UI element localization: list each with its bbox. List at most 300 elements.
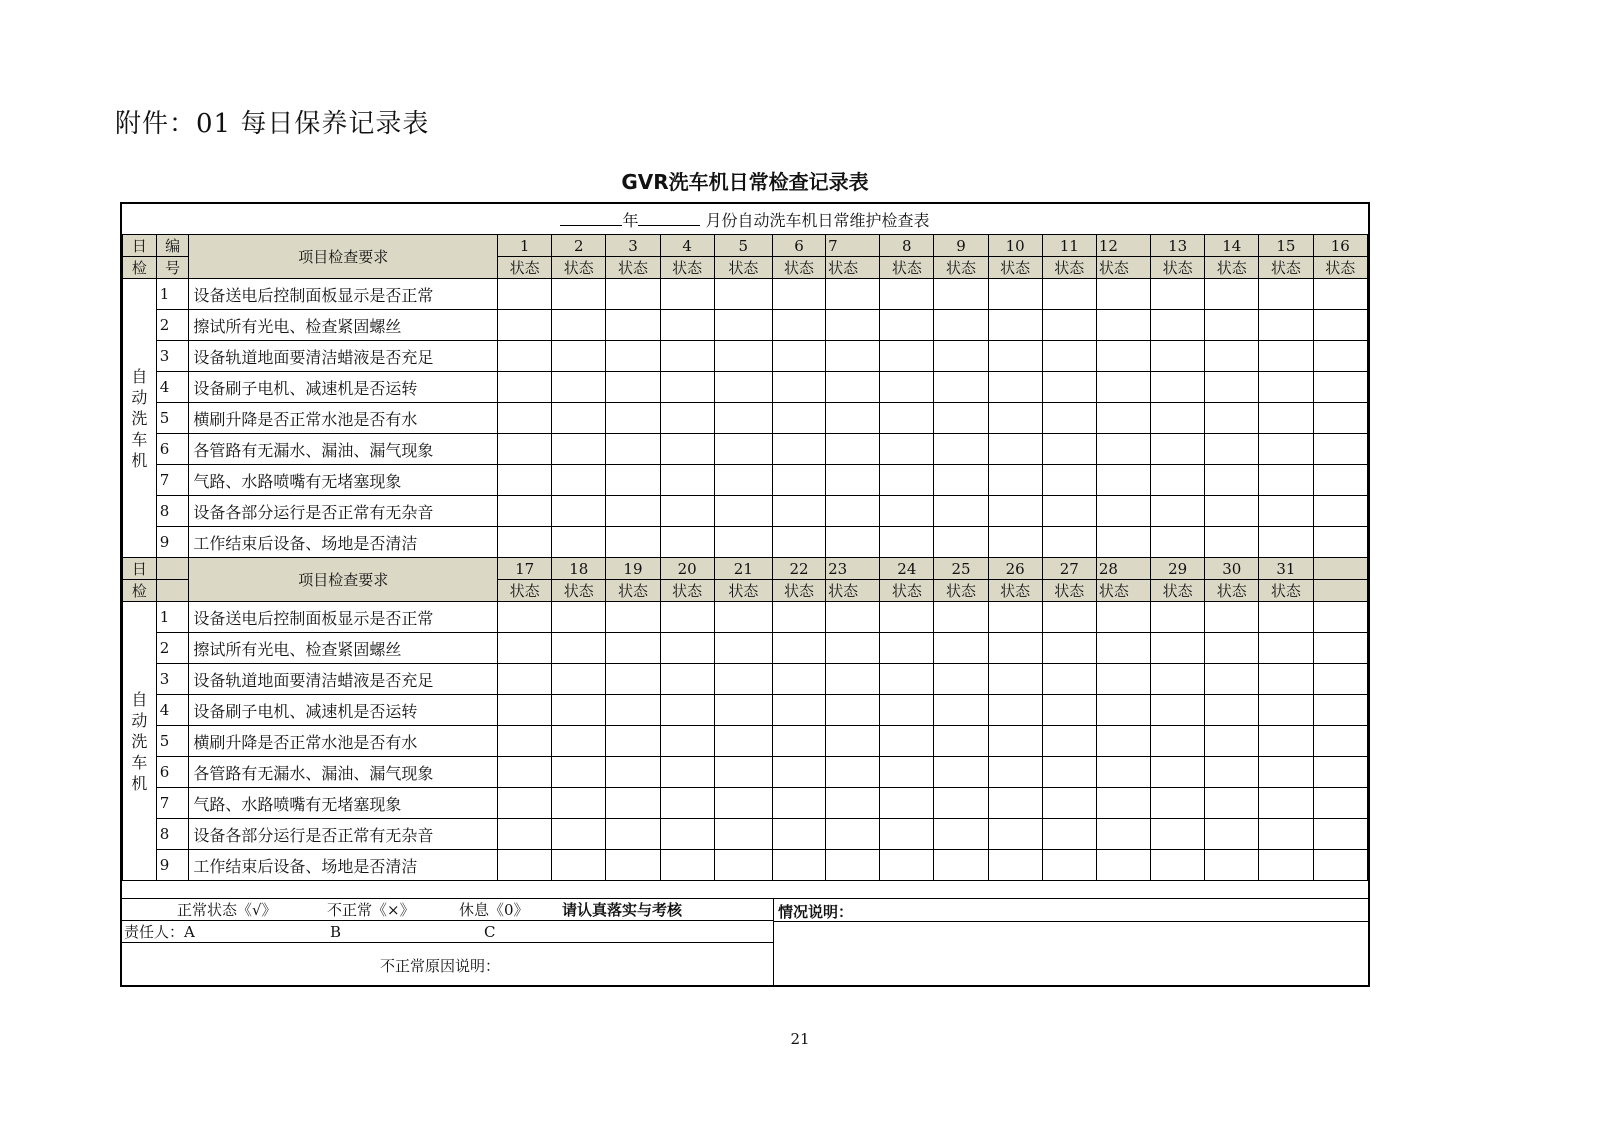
status-cell[interactable]: [552, 496, 606, 527]
status-cell[interactable]: [660, 757, 714, 788]
status-cell[interactable]: [1313, 434, 1368, 465]
status-cell[interactable]: [1259, 788, 1313, 819]
status-cell[interactable]: [714, 757, 772, 788]
status-cell[interactable]: [1151, 757, 1205, 788]
status-cell[interactable]: [660, 664, 714, 695]
status-cell[interactable]: [606, 695, 660, 726]
status-cell[interactable]: [1042, 434, 1096, 465]
status-cell[interactable]: [552, 757, 606, 788]
status-cell[interactable]: [772, 434, 825, 465]
status-cell[interactable]: [606, 850, 660, 881]
status-cell[interactable]: [1313, 633, 1368, 664]
status-cell[interactable]: [552, 310, 606, 341]
status-cell[interactable]: [988, 496, 1042, 527]
status-cell[interactable]: [934, 819, 988, 850]
status-cell[interactable]: [714, 310, 772, 341]
status-cell[interactable]: [552, 465, 606, 496]
status-cell[interactable]: [1042, 819, 1096, 850]
status-cell[interactable]: [934, 434, 988, 465]
status-cell[interactable]: [1042, 496, 1096, 527]
status-cell[interactable]: [1259, 850, 1313, 881]
status-cell[interactable]: [880, 341, 934, 372]
status-cell[interactable]: [606, 496, 660, 527]
status-cell[interactable]: [606, 633, 660, 664]
status-cell[interactable]: [1313, 403, 1368, 434]
status-cell[interactable]: [772, 788, 825, 819]
status-cell[interactable]: [660, 496, 714, 527]
status-cell[interactable]: [660, 527, 714, 558]
status-cell[interactable]: [1042, 788, 1096, 819]
status-cell[interactable]: [1151, 850, 1205, 881]
status-cell[interactable]: [552, 602, 606, 633]
status-cell[interactable]: [826, 695, 880, 726]
status-cell[interactable]: [880, 664, 934, 695]
status-cell[interactable]: [1313, 310, 1368, 341]
status-cell[interactable]: [714, 527, 772, 558]
status-cell[interactable]: [498, 757, 552, 788]
status-cell[interactable]: [498, 465, 552, 496]
status-cell[interactable]: [714, 434, 772, 465]
status-cell[interactable]: [552, 726, 606, 757]
status-cell[interactable]: [1313, 496, 1368, 527]
status-cell[interactable]: [934, 664, 988, 695]
status-cell[interactable]: [1096, 695, 1150, 726]
status-cell[interactable]: [1259, 695, 1313, 726]
status-cell[interactable]: [988, 633, 1042, 664]
status-cell[interactable]: [1205, 372, 1259, 403]
status-cell[interactable]: [606, 372, 660, 403]
status-cell[interactable]: [1205, 819, 1259, 850]
status-cell[interactable]: [1259, 664, 1313, 695]
status-cell[interactable]: [552, 279, 606, 310]
status-cell[interactable]: [826, 279, 880, 310]
status-cell[interactable]: [1042, 633, 1096, 664]
status-cell[interactable]: [1205, 664, 1259, 695]
status-cell[interactable]: [498, 310, 552, 341]
status-cell[interactable]: [714, 633, 772, 664]
status-cell[interactable]: [1042, 695, 1096, 726]
status-cell[interactable]: [1096, 664, 1150, 695]
status-cell[interactable]: [606, 788, 660, 819]
status-header-empty: [1313, 580, 1368, 602]
status-cell[interactable]: [1042, 310, 1096, 341]
status-cell[interactable]: [1259, 310, 1313, 341]
year-blank[interactable]: [560, 211, 622, 226]
status-cell[interactable]: [880, 527, 934, 558]
status-cell[interactable]: [1096, 310, 1150, 341]
status-cell[interactable]: [498, 726, 552, 757]
status-cell[interactable]: [934, 310, 988, 341]
status-cell[interactable]: [1096, 850, 1150, 881]
status-cell[interactable]: [988, 403, 1042, 434]
status-cell[interactable]: [1205, 310, 1259, 341]
item-number: 7: [156, 465, 189, 496]
status-cell[interactable]: [714, 602, 772, 633]
status-cell[interactable]: [660, 602, 714, 633]
status-cell[interactable]: [988, 372, 1042, 403]
status-cell[interactable]: [1042, 403, 1096, 434]
status-cell[interactable]: [660, 372, 714, 403]
status-cell[interactable]: [988, 757, 1042, 788]
status-cell[interactable]: [1151, 372, 1205, 403]
status-cell[interactable]: [1313, 279, 1368, 310]
status-cell[interactable]: [1151, 279, 1205, 310]
status-cell[interactable]: [660, 819, 714, 850]
status-cell[interactable]: [498, 341, 552, 372]
status-cell[interactable]: [660, 695, 714, 726]
status-cell[interactable]: [826, 602, 880, 633]
status-cell[interactable]: [1259, 279, 1313, 310]
status-cell[interactable]: [988, 310, 1042, 341]
item-requirement: 各管路有无漏水、漏油、漏气现象: [189, 434, 498, 465]
status-cell[interactable]: [1151, 496, 1205, 527]
status-cell[interactable]: [988, 602, 1042, 633]
status-cell[interactable]: [772, 310, 825, 341]
status-cell[interactable]: [826, 527, 880, 558]
status-cell[interactable]: [1096, 434, 1150, 465]
status-cell[interactable]: [1259, 527, 1313, 558]
status-cell[interactable]: [1096, 403, 1150, 434]
status-cell[interactable]: [660, 403, 714, 434]
status-cell[interactable]: [1259, 602, 1313, 633]
status-cell[interactable]: [498, 527, 552, 558]
status-cell[interactable]: [826, 372, 880, 403]
status-cell[interactable]: [1313, 850, 1368, 881]
status-cell[interactable]: [1042, 726, 1096, 757]
status-cell[interactable]: [880, 434, 934, 465]
status-cell[interactable]: [1042, 850, 1096, 881]
status-cell[interactable]: [880, 726, 934, 757]
status-cell[interactable]: [606, 602, 660, 633]
status-cell[interactable]: [1151, 664, 1205, 695]
status-cell[interactable]: [880, 695, 934, 726]
status-cell[interactable]: [772, 602, 825, 633]
status-cell[interactable]: [552, 850, 606, 881]
month-row: [123, 204, 1368, 235]
status-cell[interactable]: [772, 819, 825, 850]
status-cell[interactable]: [772, 757, 825, 788]
status-cell[interactable]: [1259, 819, 1313, 850]
status-cell[interactable]: [988, 695, 1042, 726]
status-cell[interactable]: [1313, 726, 1368, 757]
status-cell[interactable]: [1205, 465, 1259, 496]
status-cell[interactable]: [1042, 757, 1096, 788]
status-cell[interactable]: [714, 664, 772, 695]
status-cell[interactable]: [1096, 527, 1150, 558]
status-cell[interactable]: [1205, 403, 1259, 434]
status-cell[interactable]: [880, 496, 934, 527]
status-cell[interactable]: [934, 602, 988, 633]
status-cell[interactable]: [552, 434, 606, 465]
status-cell[interactable]: [660, 279, 714, 310]
status-cell[interactable]: [934, 633, 988, 664]
status-cell[interactable]: [1313, 695, 1368, 726]
status-cell[interactable]: [934, 465, 988, 496]
status-cell[interactable]: [606, 279, 660, 310]
status-cell[interactable]: [552, 695, 606, 726]
status-cell[interactable]: [1205, 279, 1259, 310]
status-cell[interactable]: [1259, 403, 1313, 434]
status-cell[interactable]: [1042, 341, 1096, 372]
status-cell[interactable]: [934, 527, 988, 558]
status-cell[interactable]: [934, 788, 988, 819]
status-cell[interactable]: [826, 757, 880, 788]
status-cell[interactable]: [1205, 695, 1259, 726]
status-cell[interactable]: [988, 850, 1042, 881]
status-cell[interactable]: [660, 465, 714, 496]
status-cell[interactable]: [606, 310, 660, 341]
status-cell[interactable]: [934, 372, 988, 403]
status-cell[interactable]: [606, 434, 660, 465]
status-cell[interactable]: [934, 341, 988, 372]
status-cell[interactable]: [826, 434, 880, 465]
status-cell[interactable]: [1313, 664, 1368, 695]
status-cell[interactable]: [606, 465, 660, 496]
status-cell[interactable]: [1151, 819, 1205, 850]
status-cell[interactable]: [1205, 527, 1259, 558]
status-cell[interactable]: [1151, 726, 1205, 757]
status-cell[interactable]: [1096, 633, 1150, 664]
status-cell[interactable]: [988, 434, 1042, 465]
status-cell[interactable]: [1096, 757, 1150, 788]
status-cell[interactable]: [1151, 434, 1205, 465]
status-cell[interactable]: [498, 496, 552, 527]
status-cell[interactable]: [1205, 341, 1259, 372]
status-cell[interactable]: [988, 664, 1042, 695]
status-cell[interactable]: [1096, 602, 1150, 633]
status-cell[interactable]: [772, 695, 825, 726]
status-cell[interactable]: [552, 527, 606, 558]
status-cell[interactable]: [1096, 341, 1150, 372]
status-cell[interactable]: [660, 726, 714, 757]
status-cell[interactable]: [714, 372, 772, 403]
status-cell[interactable]: [934, 726, 988, 757]
status-cell[interactable]: [1313, 527, 1368, 558]
status-cell[interactable]: [1151, 788, 1205, 819]
status-cell[interactable]: [826, 664, 880, 695]
status-cell[interactable]: [1313, 372, 1368, 403]
status-cell[interactable]: [880, 465, 934, 496]
status-cell[interactable]: [772, 527, 825, 558]
status-cell[interactable]: [1042, 279, 1096, 310]
status-cell[interactable]: [606, 664, 660, 695]
status-cell[interactable]: [1205, 602, 1259, 633]
abnormal-reason-box[interactable]: [122, 942, 773, 987]
status-cell[interactable]: [1096, 788, 1150, 819]
status-cell[interactable]: [1096, 819, 1150, 850]
status-cell[interactable]: [1042, 664, 1096, 695]
status-cell[interactable]: [1096, 279, 1150, 310]
status-cell[interactable]: [988, 465, 1042, 496]
status-cell[interactable]: [1259, 726, 1313, 757]
status-cell[interactable]: [1042, 527, 1096, 558]
status-cell[interactable]: [498, 695, 552, 726]
status-cell[interactable]: [880, 310, 934, 341]
status-cell[interactable]: [660, 341, 714, 372]
status-cell[interactable]: [552, 664, 606, 695]
status-cell[interactable]: [660, 788, 714, 819]
status-cell[interactable]: [660, 633, 714, 664]
status-cell[interactable]: [934, 496, 988, 527]
notes-box[interactable]: [773, 898, 1369, 987]
status-cell[interactable]: [498, 664, 552, 695]
status-cell[interactable]: [498, 819, 552, 850]
status-cell[interactable]: [660, 310, 714, 341]
status-cell[interactable]: [772, 664, 825, 695]
status-cell[interactable]: [606, 341, 660, 372]
status-cell[interactable]: [1313, 341, 1368, 372]
status-cell[interactable]: [1313, 757, 1368, 788]
status-cell[interactable]: [1205, 633, 1259, 664]
status-cell[interactable]: [772, 403, 825, 434]
status-cell[interactable]: [606, 403, 660, 434]
status-cell[interactable]: [606, 757, 660, 788]
status-cell[interactable]: [1205, 757, 1259, 788]
status-cell[interactable]: [606, 726, 660, 757]
status-cell[interactable]: [826, 310, 880, 341]
status-cell[interactable]: [1205, 788, 1259, 819]
status-cell[interactable]: [1151, 403, 1205, 434]
status-cell[interactable]: [1259, 757, 1313, 788]
status-cell[interactable]: [880, 757, 934, 788]
status-cell[interactable]: [1205, 726, 1259, 757]
status-cell[interactable]: [1259, 633, 1313, 664]
status-cell[interactable]: [988, 788, 1042, 819]
status-cell[interactable]: [1313, 465, 1368, 496]
status-cell[interactable]: [714, 695, 772, 726]
status-cell[interactable]: [826, 850, 880, 881]
status-cell[interactable]: [714, 726, 772, 757]
status-cell[interactable]: [826, 341, 880, 372]
status-cell[interactable]: [552, 341, 606, 372]
status-cell[interactable]: [498, 633, 552, 664]
month-blank[interactable]: [638, 211, 700, 226]
status-cell[interactable]: [880, 279, 934, 310]
status-cell[interactable]: [826, 726, 880, 757]
status-cell[interactable]: [714, 465, 772, 496]
status-cell[interactable]: [1042, 602, 1096, 633]
status-cell[interactable]: [1042, 465, 1096, 496]
status-cell[interactable]: [1205, 496, 1259, 527]
status-cell[interactable]: [714, 279, 772, 310]
status-cell[interactable]: [772, 496, 825, 527]
status-cell[interactable]: [934, 279, 988, 310]
status-cell[interactable]: [826, 788, 880, 819]
status-cell[interactable]: [1151, 341, 1205, 372]
status-cell[interactable]: [714, 341, 772, 372]
status-cell[interactable]: [1096, 496, 1150, 527]
status-cell[interactable]: [1096, 465, 1150, 496]
status-cell[interactable]: [934, 757, 988, 788]
status-cell[interactable]: [552, 372, 606, 403]
status-cell[interactable]: [552, 633, 606, 664]
status-cell[interactable]: [498, 372, 552, 403]
status-cell[interactable]: [772, 341, 825, 372]
status-cell[interactable]: [714, 496, 772, 527]
status-header: 状态: [826, 257, 880, 279]
status-cell[interactable]: [1151, 465, 1205, 496]
status-cell[interactable]: [826, 403, 880, 434]
status-cell[interactable]: [826, 465, 880, 496]
status-cell[interactable]: [826, 819, 880, 850]
status-cell[interactable]: [934, 695, 988, 726]
status-cell[interactable]: [606, 527, 660, 558]
status-cell[interactable]: [498, 602, 552, 633]
status-cell[interactable]: [880, 372, 934, 403]
status-cell[interactable]: [1151, 695, 1205, 726]
status-cell[interactable]: [880, 633, 934, 664]
status-cell[interactable]: [1259, 434, 1313, 465]
status-cell[interactable]: [772, 850, 825, 881]
status-cell[interactable]: [1151, 602, 1205, 633]
status-cell[interactable]: [498, 788, 552, 819]
status-cell[interactable]: [714, 403, 772, 434]
status-cell[interactable]: [552, 788, 606, 819]
status-cell[interactable]: [498, 403, 552, 434]
status-cell[interactable]: [826, 496, 880, 527]
status-cell[interactable]: [1151, 527, 1205, 558]
status-cell[interactable]: [1259, 465, 1313, 496]
status-cell[interactable]: [988, 279, 1042, 310]
status-cell[interactable]: [988, 527, 1042, 558]
status-cell[interactable]: [880, 788, 934, 819]
table-row: [123, 496, 1368, 527]
status-cell[interactable]: [1096, 372, 1150, 403]
status-cell[interactable]: [772, 633, 825, 664]
status-cell[interactable]: [772, 279, 825, 310]
status-cell[interactable]: [1096, 726, 1150, 757]
status-cell[interactable]: [880, 403, 934, 434]
status-cell[interactable]: [880, 819, 934, 850]
status-cell[interactable]: [660, 850, 714, 881]
status-cell[interactable]: [660, 434, 714, 465]
status-cell[interactable]: [934, 403, 988, 434]
status-cell[interactable]: [1259, 341, 1313, 372]
status-cell[interactable]: [934, 850, 988, 881]
status-cell[interactable]: [988, 726, 1042, 757]
status-cell[interactable]: [1151, 310, 1205, 341]
status-cell[interactable]: [1313, 788, 1368, 819]
status-cell[interactable]: [714, 819, 772, 850]
status-cell[interactable]: [988, 819, 1042, 850]
status-cell[interactable]: [714, 788, 772, 819]
status-cell[interactable]: [1205, 850, 1259, 881]
status-cell[interactable]: [880, 602, 934, 633]
status-cell[interactable]: [1151, 633, 1205, 664]
status-cell[interactable]: [498, 434, 552, 465]
requirement-header: 项目检查要求: [189, 235, 498, 279]
day-number: 25: [934, 558, 988, 580]
status-cell[interactable]: [1205, 434, 1259, 465]
status-cell[interactable]: [772, 465, 825, 496]
status-cell[interactable]: [552, 819, 606, 850]
status-cell[interactable]: [988, 341, 1042, 372]
status-cell[interactable]: [772, 726, 825, 757]
status-cell[interactable]: [498, 850, 552, 881]
status-cell[interactable]: [606, 819, 660, 850]
status-cell[interactable]: [880, 850, 934, 881]
status-cell[interactable]: [714, 850, 772, 881]
status-cell[interactable]: [826, 633, 880, 664]
status-cell[interactable]: [552, 403, 606, 434]
status-cell[interactable]: [1042, 372, 1096, 403]
status-cell[interactable]: [1313, 602, 1368, 633]
status-cell[interactable]: [772, 372, 825, 403]
status-cell[interactable]: [1259, 496, 1313, 527]
status-cell[interactable]: [498, 279, 552, 310]
status-cell[interactable]: [1259, 372, 1313, 403]
status-cell[interactable]: [1313, 819, 1368, 850]
